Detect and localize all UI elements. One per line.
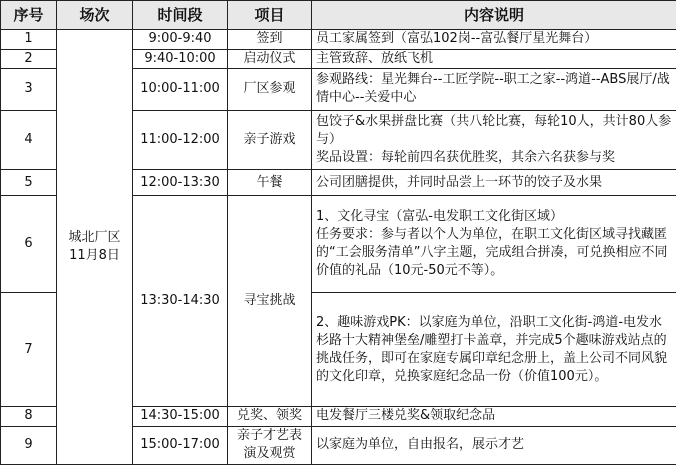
row-item: 兑奖、领奖 bbox=[228, 407, 312, 427]
table-row bbox=[1, 29, 676, 49]
row-item: 厂区参观 bbox=[228, 69, 312, 110]
header-time: 时间段 bbox=[133, 1, 228, 30]
row-content bbox=[312, 196, 676, 293]
row-item: 启动仪式 bbox=[228, 49, 312, 69]
row-time: 12:00-13:30 bbox=[133, 170, 228, 196]
row-time: 11:00-12:00 bbox=[133, 110, 228, 170]
header-item: 项目 bbox=[228, 1, 312, 30]
row-item: 签到 bbox=[228, 29, 312, 49]
row-content: 员工家属签到（富弘102岗--富弘餐厅星光舞台） bbox=[312, 29, 676, 49]
content-line: 奖品设置：每轮前四名获优胜奖，其余六名获参与奖 bbox=[316, 149, 616, 165]
row-item: 亲子游戏 bbox=[228, 110, 312, 170]
row-item: 午餐 bbox=[228, 170, 312, 196]
row-no: 9 bbox=[1, 426, 57, 464]
row-no: 1 bbox=[1, 29, 57, 49]
row-content: 2、趣味游戏PK：以家庭为单位，沿职工文化街-鸿道-电发水杉路十大精神堡垒/雕塑打卡盖章，并完成5个趣味游戏站点的挑战任务，即可在家庭专属印章纪念册上，盖上公司不同风貌的文化印章，兑换家庭纪念品一份（价值100元）。 bbox=[312, 293, 676, 407]
row-no: 5 bbox=[1, 170, 57, 196]
row-time: 15:00-17:00 bbox=[133, 426, 228, 464]
venue-line2: 11月8日 bbox=[69, 247, 120, 263]
content-line: 包饺子&水果拼盘比赛（共八轮比赛，每轮10人，共计80人参与） bbox=[316, 113, 672, 147]
venue-line1: 城北厂区 bbox=[68, 229, 121, 245]
row-no: 7 bbox=[1, 293, 57, 407]
row-content: 电发餐厅三楼兑奖&领取纪念品 bbox=[312, 407, 676, 427]
row-content: 参观路线：星光舞台--工匠学院--职工之家--鸿道--ABS展厅/战情中心--关爱中心 bbox=[312, 69, 676, 110]
row-time: 9:00-9:40 bbox=[133, 29, 228, 49]
row-no: 4 bbox=[1, 110, 57, 170]
header-content: 内容说明 bbox=[312, 1, 676, 30]
row-content bbox=[312, 110, 676, 170]
row-item: 寻宝挑战 bbox=[228, 196, 312, 407]
row-time: 14:30-15:00 bbox=[133, 407, 228, 427]
venue-cell bbox=[57, 29, 133, 464]
row-no: 6 bbox=[1, 196, 57, 293]
header-venue: 场次 bbox=[57, 1, 133, 30]
row-content: 主管致辞、放纸飞机 bbox=[312, 49, 676, 69]
row-no: 8 bbox=[1, 407, 57, 427]
row-no: 2 bbox=[1, 49, 57, 69]
row-time: 9:40-10:00 bbox=[133, 49, 228, 69]
row-item: 亲子才艺表演及观赏 bbox=[228, 426, 312, 464]
row-content: 公司团膳提供，并同时品尝上一环节的饺子及水果 bbox=[312, 170, 676, 196]
content-line: 任务要求：参与者以个人为单位，在职工文化街区域寻找藏匿的“工会服务清单”八字主题，完成组合拼凑，可兑换相应不同价值的礼品（10元-50元不等）。 bbox=[316, 227, 668, 279]
row-content: 以家庭为单位，自由报名，展示才艺 bbox=[312, 426, 676, 464]
row-no: 3 bbox=[1, 69, 57, 110]
content-line: 1、文化寻宝（富弘-电发职工文化街区域） bbox=[316, 209, 563, 225]
header-no: 序号 bbox=[1, 1, 57, 30]
row-time: 10:00-11:00 bbox=[133, 69, 228, 110]
row-time: 13:30-14:30 bbox=[133, 196, 228, 407]
header-row bbox=[1, 1, 676, 30]
